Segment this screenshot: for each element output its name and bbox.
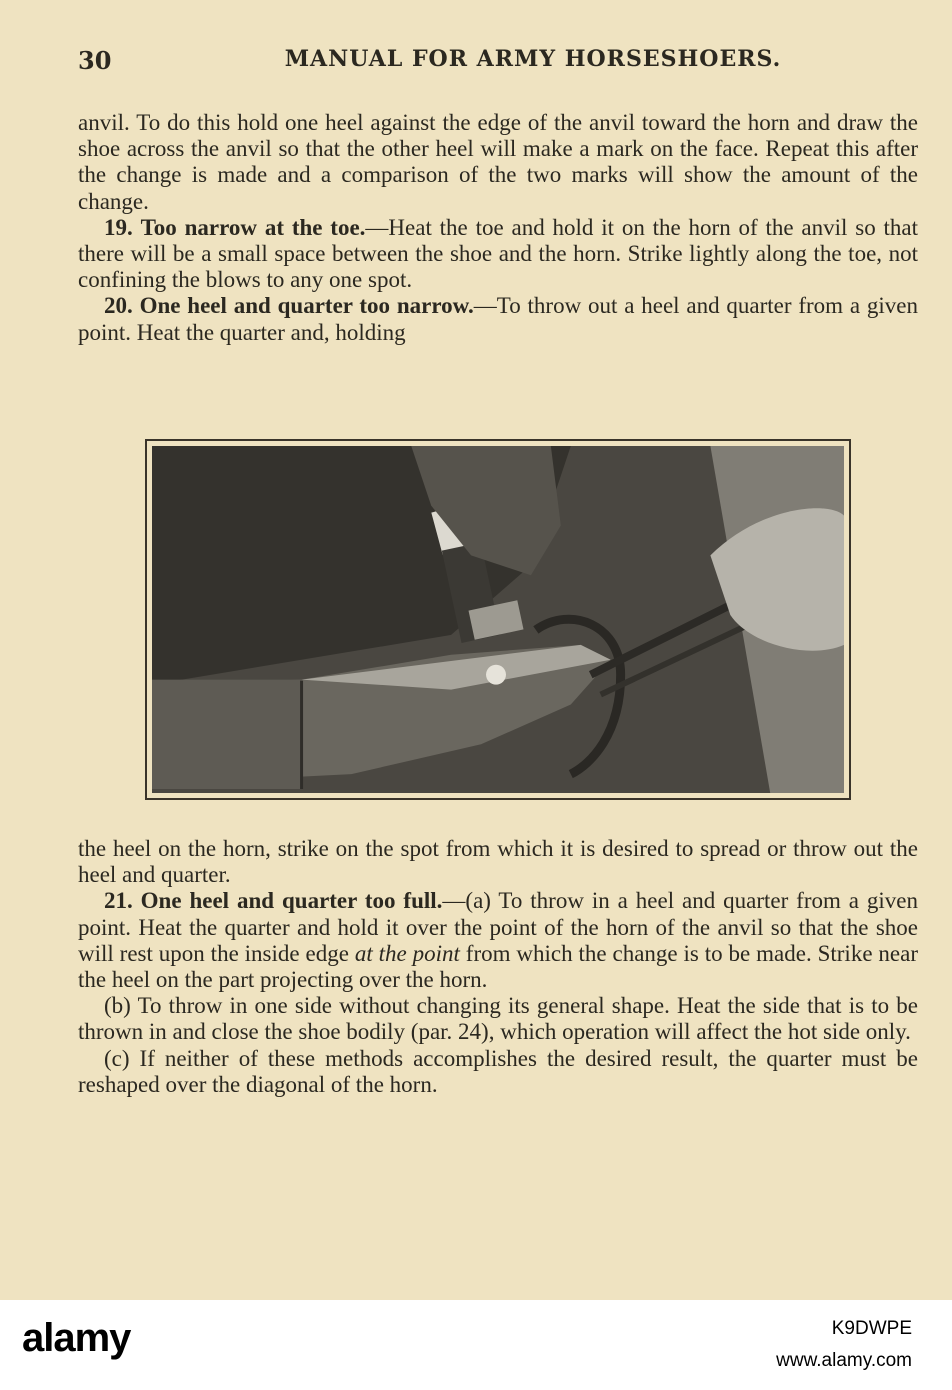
section-heading: Too narrow at the toe. [140,214,366,240]
subsection-label-b: (b) [104,993,131,1019]
top-text-block [78,110,918,346]
page-number: 30 [78,46,112,75]
subsection-label-c: (c) [104,1045,130,1071]
paragraph-text: —Heat the toe and hold it on the horn of the anvil so that there will be a small space between the shoe and the horn. Strike lightly along the toe, not confining the blows to any one spot. [78,214,919,293]
photo-frame [145,439,851,800]
paragraph-21b [78,993,918,1045]
paragraph-text: If neither of these methods accomplishes the desired result, the quarter must be reshaped over the diagonal of the horn. [78,1045,918,1097]
paragraph-text: from which the change is to be made. Strike near the heel on the part projecting over the horn. [78,940,918,993]
bottom-text-block [78,836,918,1098]
emphasis-text: at the point [354,940,460,966]
section-heading: One heel and quarter too narrow. [139,293,474,319]
paragraph-21c [78,1046,918,1098]
paragraph-21 [78,888,918,993]
alamy-logo: alamy [22,1316,131,1360]
page-header [78,46,918,82]
section-number: 19. [104,214,133,240]
section-number: 21. [104,888,133,914]
paragraph-anvil-continued [78,110,918,215]
photograph-hammer-on-anvil-horn [152,446,844,793]
section-number: 20. [104,293,133,319]
paragraph-text: anvil. To do this hold one heel against the edge of the anvil toward the horn and draw the shoe across the anvil so that the other heel will make a mark on the face. Repeat this after the change is made and a comparison of the two marks will show the amount of the change. [78,110,918,214]
running-head: MANUAL FOR ARMY HORSESHOERS. [284,46,782,72]
paragraph-20 [78,293,918,345]
paragraph-20-continued [78,836,918,888]
section-heading: One heel and quarter too full. [140,888,443,914]
photo-illustration [152,446,844,793]
paragraph-text: To throw in a heel and quarter from a given point. Heat the quarter and hold it over the point of the horn of the anvil so that the shoe will rest upon the inside edge [78,888,919,966]
paragraph-text: the heel on the horn, strike on the spot from which it is desired to spread or throw out the heel and quarter. [78,836,918,888]
site-url: www.alamy.com [776,1350,912,1371]
stock-watermark-bar [0,1300,952,1390]
subsection-label-a: —(a) [442,888,491,914]
paragraph-text: To throw in one side without changing its general shape. Heat the side that is to be thrown in and close the shoe bodily (par. 24), which operation will affect the hot side only. [78,993,918,1045]
paragraph-19 [78,215,918,294]
image-id: K9DWPE [831,1318,912,1339]
paragraph-text: —To throw out a heel and quarter from a given point. Heat the quarter and, holding [78,293,918,345]
